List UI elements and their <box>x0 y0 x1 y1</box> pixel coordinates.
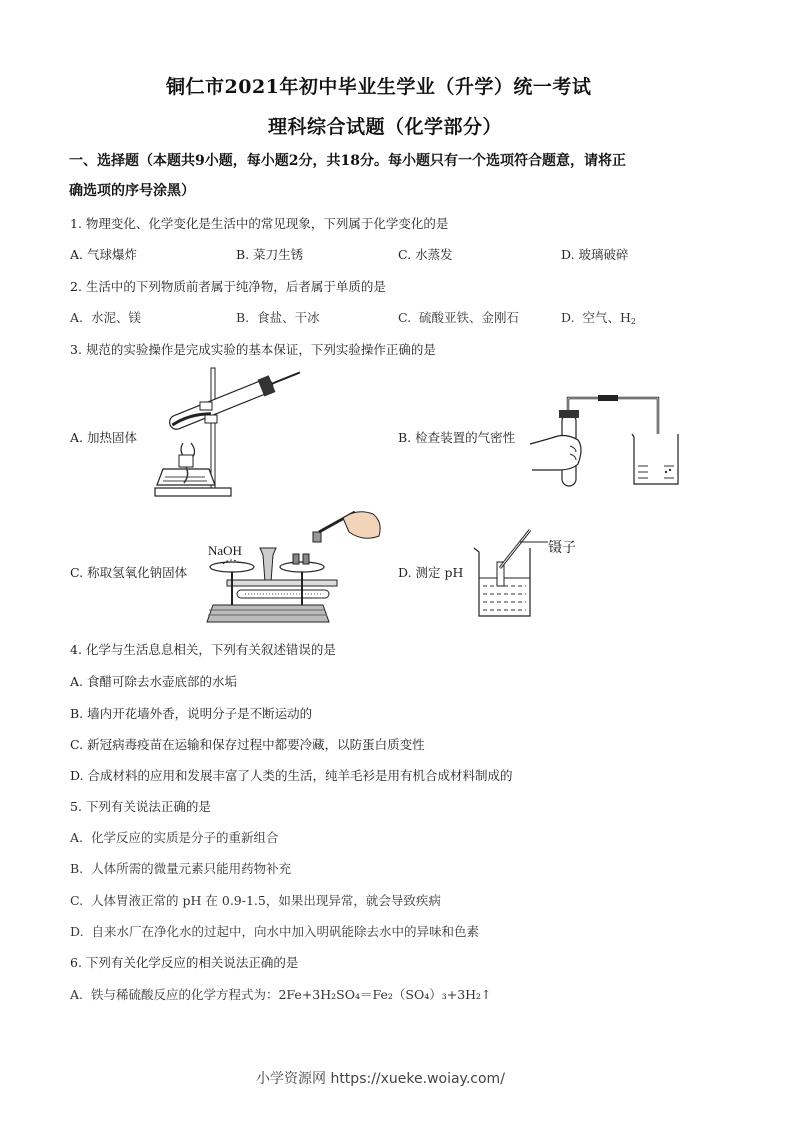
q5-option-b: B. 人体所需的微量元素只能用药物补充 <box>70 861 292 876</box>
question-1 <box>70 214 448 232</box>
question-3 <box>70 340 436 358</box>
q3-option-c: C. 称取氢氧化钠固体 <box>70 565 188 580</box>
tweezers-label: 镊子 <box>548 540 576 556</box>
balance-weighing-figure <box>205 510 385 628</box>
question-number: 4. <box>70 642 82 657</box>
question-2 <box>70 277 386 295</box>
section-heading-cont: 确选项的序号涂黑） <box>69 183 195 199</box>
q1-option-c: C. 水蒸发 <box>398 247 453 262</box>
question-6 <box>70 953 298 971</box>
q5-option-d: D. 自来水厂在净化水的过起中，向水中加入明矾能除去水中的异味和色素 <box>70 924 480 939</box>
q2-option-d: D. 空气、$H_2$ <box>561 310 637 326</box>
q4-option-a: A. 食醋可除去水壶底部的水垢 <box>70 674 238 689</box>
footer-watermark: 小学资源网 https://xueke.woiay.com/ <box>256 1071 505 1087</box>
q3-option-d: D. 测定 pH <box>398 565 464 580</box>
heating-solid-figure <box>145 365 360 500</box>
q5-option-c: C. 人体胃液正常的 pH 在 0.9-1.5，如果出现异常，就会导致疾病 <box>70 893 441 908</box>
q1-option-a: A. 气球爆炸 <box>70 247 138 262</box>
question-number: 5. <box>70 799 82 814</box>
q4-option-d: D. 合成材料的应用和发展丰富了人类的生活，纯羊毛衫是用有机合成材料制成的 <box>70 768 513 783</box>
chemical-equation: 2Fe+3H₂SO₄＝Fe₂（SO₄）₃+3H₂↑ <box>278 987 492 1002</box>
exam-title: 铜仁市2021年初中毕业生学业（升学）统一考试 <box>166 76 592 98</box>
question-number: 6. <box>70 955 82 970</box>
q3-option-b: B. 检查装置的气密性 <box>398 430 516 445</box>
q1-option-b: B. 菜刀生锈 <box>236 247 304 262</box>
q4-option-c: C. 新冠病毒疫苗在运输和保存过程中都要冷藏，以防蛋白质变性 <box>70 737 425 752</box>
question-number: 2. <box>70 279 82 294</box>
question-stem: 下列有关说法正确的是 <box>85 799 211 814</box>
question-number: 3. <box>70 342 82 357</box>
ph-test-figure <box>470 528 560 620</box>
question-5 <box>70 797 211 815</box>
question-stem: 物理变化、化学变化是生活中的常见现象，下列属于化学变化的是 <box>85 216 449 231</box>
q2-option-a: A. 水泥、镁 <box>70 310 141 325</box>
q2-option-c: C. 硫酸亚铁、金刚石 <box>398 310 520 325</box>
q1-option-d: D. 玻璃破碎 <box>561 247 629 262</box>
q2-option-b: B. 食盐、干冰 <box>236 310 320 325</box>
q5-option-a: A. 化学反应的实质是分子的重新组合 <box>70 830 279 845</box>
exam-subtitle: 理科综合试题（化学部分） <box>268 116 503 138</box>
q3-option-a: A. 加热固体 <box>70 430 138 445</box>
section-heading: 一、选择题（本题共9小题，每小题2分，共18分。每小题只有一个选项符合题意，请将正 <box>69 153 626 169</box>
naoh-label: NaOH <box>208 543 242 558</box>
question-stem: 生活中的下列物质前者属于纯净物，后者属于单质的是 <box>85 279 386 294</box>
q6-option-a: A. 铁与稀硫酸反应的化学方程式为：2Fe+3H₂SO₄＝Fe₂（SO₄）₃+3H₂↑ <box>70 987 492 1002</box>
question-number: 1. <box>70 216 82 231</box>
question-stem: 化学与生活息息相关，下列有关叙述错误的是 <box>85 642 336 657</box>
airtightness-check-figure <box>530 392 680 487</box>
question-4 <box>70 640 336 658</box>
question-stem: 下列有关化学反应的相关说法正确的是 <box>85 955 299 970</box>
q4-option-b: B. 墙内开花墙外香，说明分子是不断运动的 <box>70 706 313 721</box>
question-stem: 规范的实验操作是完成实验的基本保证，下列实验操作正确的是 <box>85 342 436 357</box>
